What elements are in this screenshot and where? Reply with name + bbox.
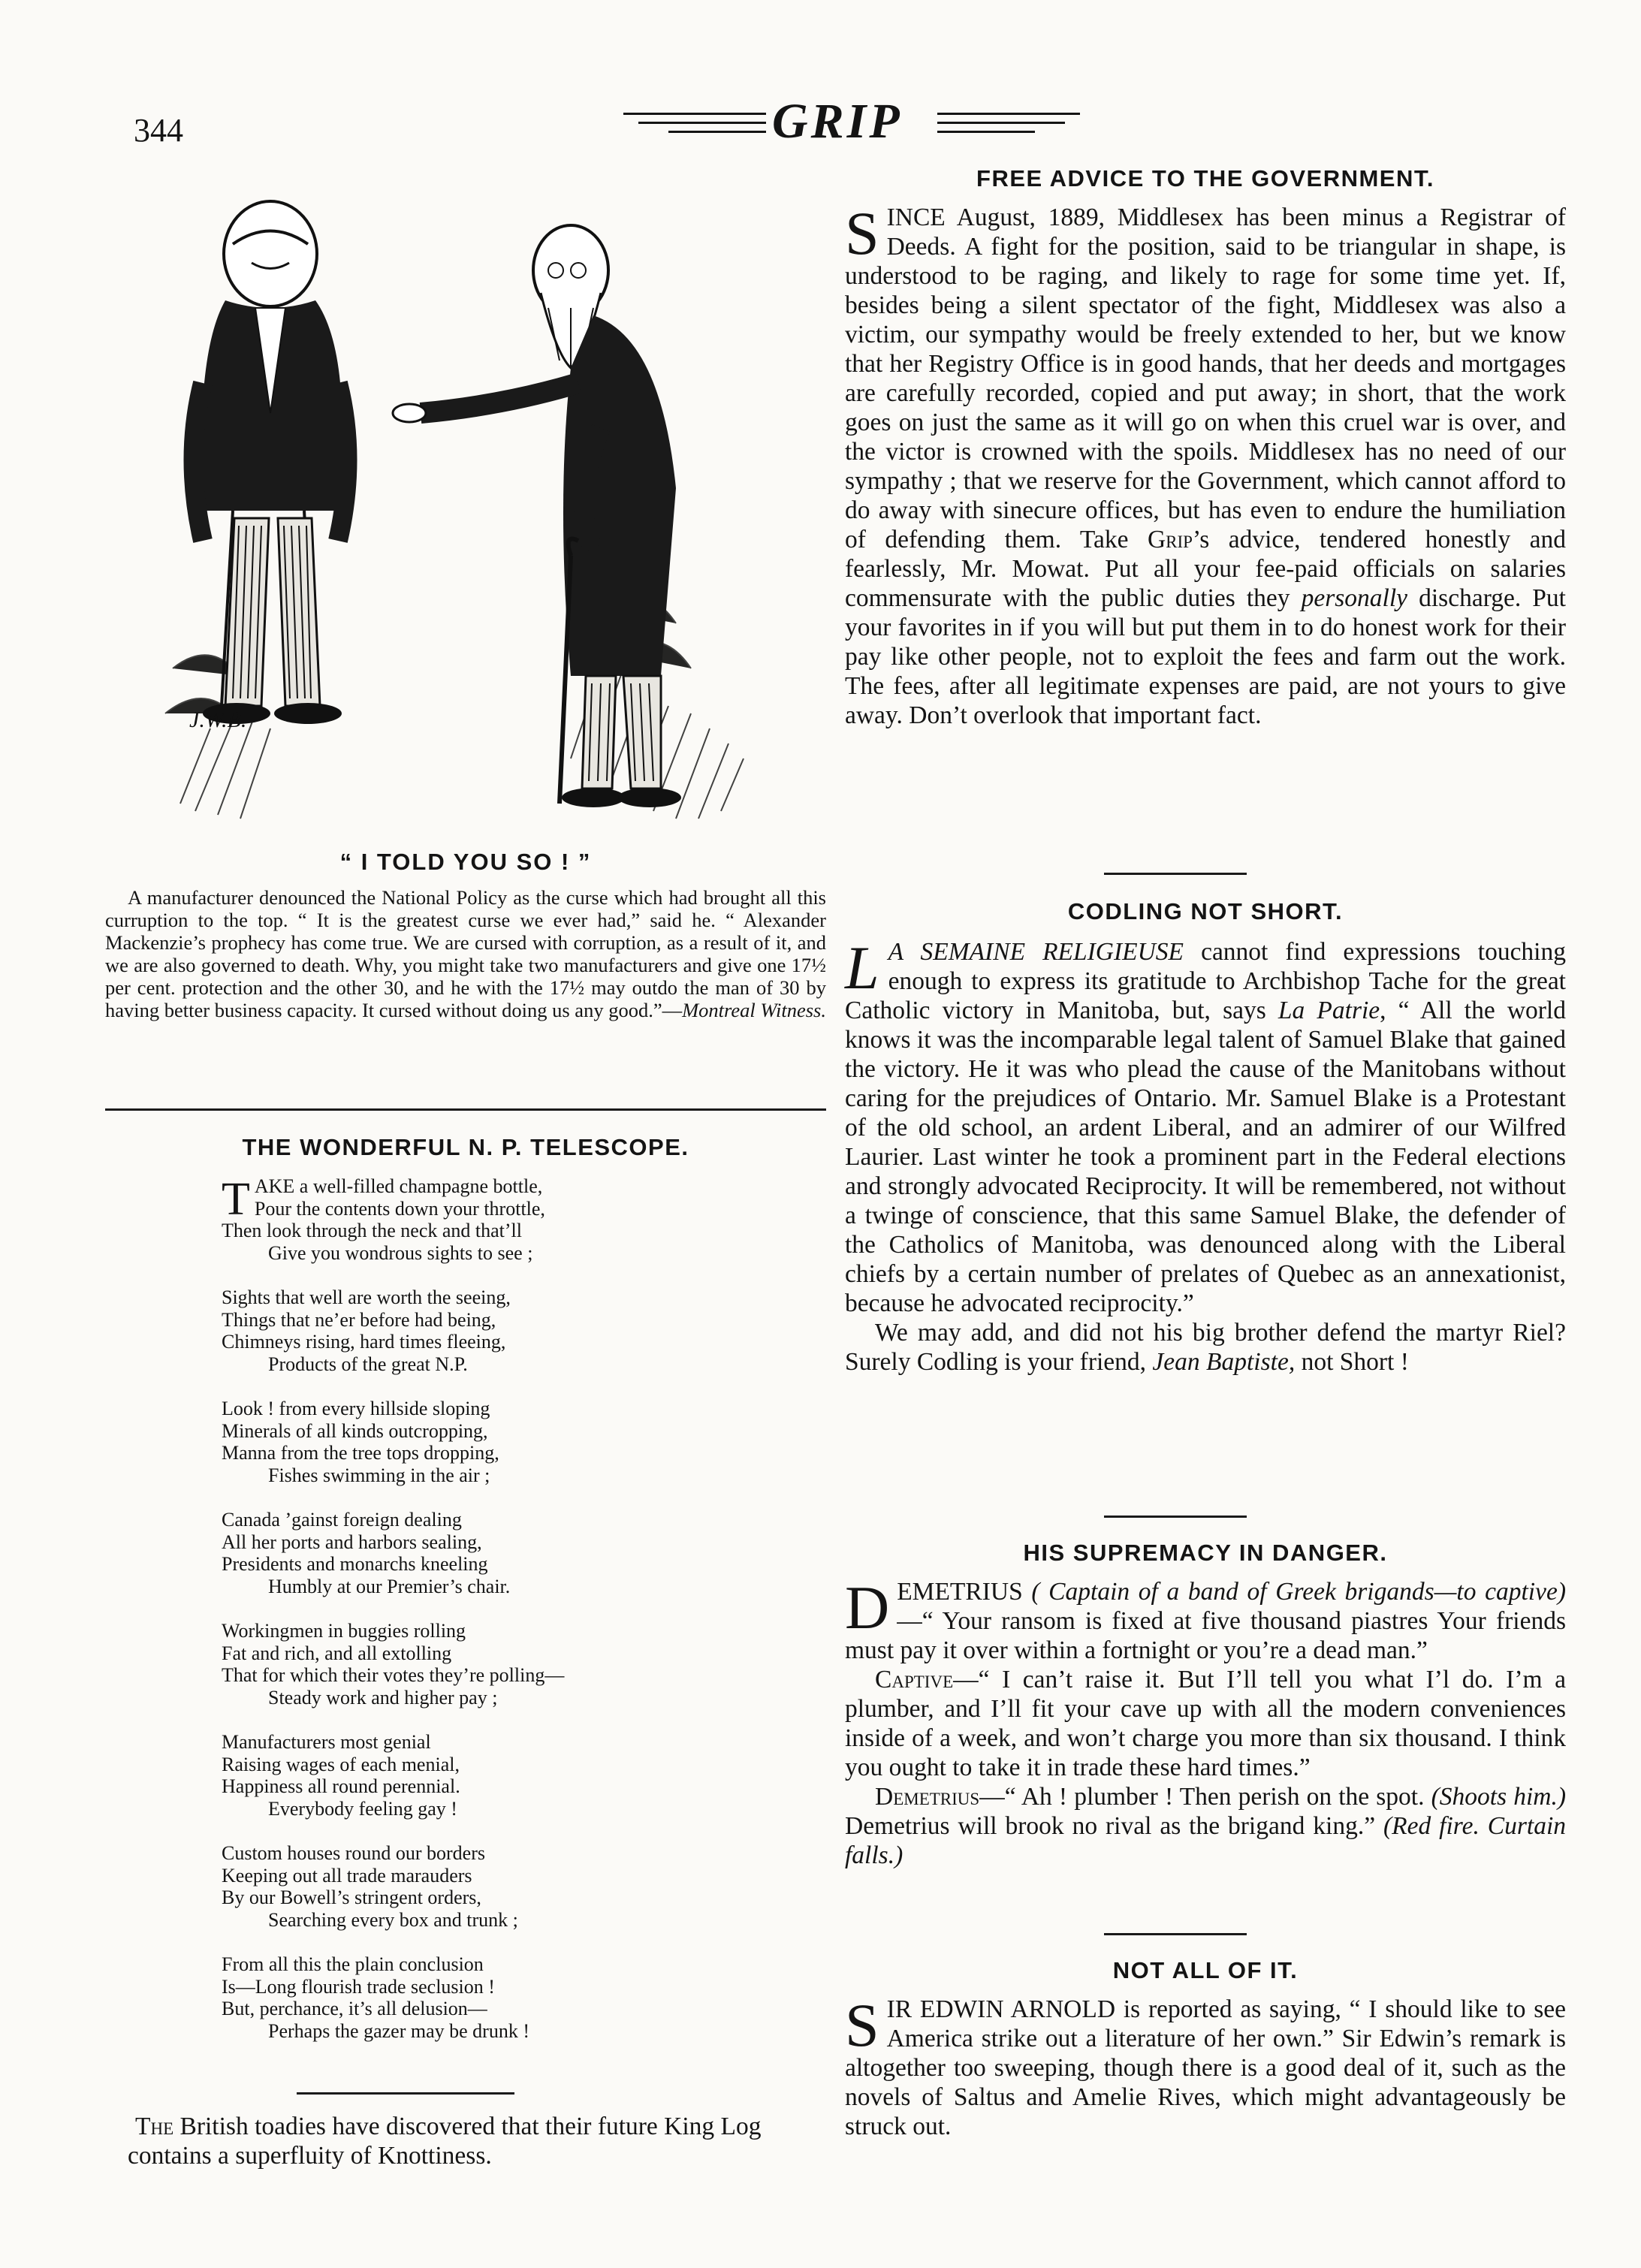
poem-line — [222, 1464, 807, 1487]
poem-line — [222, 1798, 807, 1820]
poem-line-text: Custom houses round our borders — [222, 1842, 485, 1864]
drop-cap: S — [845, 199, 879, 267]
codling-para2-italic: Jean Baptiste, — [1152, 1348, 1296, 1376]
poem-line — [222, 1754, 807, 1776]
masthead-rule-left-3 — [668, 131, 766, 133]
codling-body — [845, 933, 1566, 1377]
not-all-body — [845, 1991, 1566, 2141]
supremacy-text-b: —“ I can’t raise it. But I’ll tell you what I’l do. I’m a plumber, and I’ll fit your cave up with all the modern conveniences inside of a week, and won’t charge you more than six thousand. I think you ought to take it in trade these hard times.” — [845, 1666, 1566, 1781]
poem-line — [222, 1531, 807, 1554]
poem-line-text: Keeping out all trade marauders — [222, 1864, 472, 1886]
poem-line-text: Perhaps the gazer may be drunk ! — [268, 2019, 529, 2042]
poem-line — [222, 1242, 807, 1265]
poem-line-text: Steady work and higher pay ; — [268, 1686, 498, 1709]
page-number: 344 — [134, 112, 183, 149]
poem-line-text: Happiness all round perennial. — [222, 1775, 460, 1797]
codling-text-b: , “ All the world knows it was the incomparable legal talent of Samuel Blake that gained the victory. He it was who plead the cause of the Manitobans without caring for the prejudices of Ontario. Mr. Samuel Blake is a Protestant of the old school, an ardent Liberal, and an admirer of our Wilfred Laurier. Last winter he took a prominent part in the Federal elections and strongly advocated Reciprocity. It will be remembered, not without a twinge of conscience, that this same Samuel Blake, the defender of the Catholics of Manitoba, was denounced along with the Liberal chiefs by a certain number of prelates of Quebec as an annexationist, because he advocated reciprocity.” — [845, 997, 1566, 1317]
poem-line-text: That for which their votes they’re polling— — [222, 1664, 565, 1686]
masthead-rule-left-2 — [638, 122, 766, 124]
poem-line-text: Manufacturers most genial — [222, 1731, 431, 1753]
poem-line — [222, 1220, 807, 1242]
poem-line-text: Minerals of all kinds outcropping, — [222, 1419, 488, 1442]
poem-line — [222, 1420, 807, 1443]
poem-line-text: Humbly at our Premier’s chair. — [268, 1575, 511, 1597]
column-divider-2 — [297, 2092, 514, 2095]
poem-stanza — [222, 1398, 807, 1486]
poem-line-text: Presidents and monarchs kneeling — [222, 1553, 488, 1575]
poem-line-text: Fishes swimming in the air ; — [268, 1464, 490, 1486]
captive-label: Captive — [875, 1666, 954, 1693]
poem-line — [222, 1886, 807, 1909]
poem-line-text: But, perchance, it’s all delusion— — [222, 1998, 487, 2019]
la-patrie: La Patrie — [1278, 997, 1380, 1024]
poem-line — [222, 1865, 807, 1887]
poem-line — [222, 1642, 807, 1665]
poem-stanza — [222, 1509, 807, 1597]
masthead-rule-right-2 — [937, 122, 1065, 124]
codling-para2-a: We may add, and did not his big brother defend the martyr Riel? Surely Codling is your friend, — [845, 1319, 1566, 1376]
poem-line — [222, 1731, 807, 1754]
stage-direction: ( Captain of a band of Greek brigands—to captive) — [1031, 1578, 1566, 1606]
masthead — [623, 90, 1104, 150]
stage-direction: (Shoots him.) — [1431, 1783, 1567, 1811]
poem-line-text: AKE a well-filled champagne bottle, — [254, 1175, 543, 1197]
supremacy-text-d: Demetrius will brook no rival as the brigand king.” — [845, 1812, 1384, 1840]
poem-line-text: Things that ne’er before had being, — [222, 1308, 496, 1331]
poem-line — [222, 1976, 807, 1998]
poem-stanza — [222, 1953, 807, 2042]
free-advice-italic: personally — [1301, 584, 1408, 612]
grip-name: Grip — [1147, 526, 1193, 553]
king-log-lead: The — [135, 2113, 174, 2140]
artist-signature: J.W.B. — [189, 707, 247, 732]
poem-line — [222, 1309, 807, 1332]
poem-line-text: Then look through the neck and that’ll — [222, 1220, 523, 1241]
free-advice-title: FREE ADVICE TO THE GOVERNMENT. — [976, 165, 1434, 192]
column-divider-1 — [105, 1108, 826, 1111]
poem-line-text: Sights that well are worth the seeing, — [222, 1286, 511, 1308]
poem-line — [222, 1664, 807, 1687]
masthead-rule-right-3 — [937, 131, 1035, 133]
codling-title: CODLING NOT SHORT. — [1067, 898, 1344, 924]
poem-stanza — [222, 1731, 807, 1820]
caption-body: A manufacturer denounced the National Policy as the curse which had brought all this curruption to the top. “ It is the greatest curse we ever had,” said he. “ Alexander Mackenzie’s prophecy has come true. We are cursed with corruption, as a result of it, and we are also governed to death. Why, you might take two manufacturers and give one 17½ per cent. protection and the other 30, and he with the 17½ may outdo the man of 30 by having better business capacity. It cursed without doing us any good.”— — [105, 886, 826, 1021]
not-all-title: NOT ALL OF IT. — [1112, 1957, 1299, 1983]
poem-line-text: Searching every box and trunk ; — [268, 1908, 518, 1931]
poem-title: THE WONDERFUL N. P. TELESCOPE. — [242, 1134, 689, 1160]
supremacy-text-c: —“ Ah ! plumber ! Then perish on the spot. — [979, 1783, 1431, 1811]
drop-cap: D — [845, 1573, 890, 1642]
masthead-rule-right-1 — [937, 113, 1080, 115]
cartoon-caption-text — [105, 886, 826, 1021]
poem-line — [222, 1620, 807, 1642]
poem-stanza — [222, 1620, 807, 1709]
poem-line-text: Products of the great N.P. — [268, 1353, 468, 1375]
poem-line-text: All her ports and harbors sealing, — [222, 1531, 482, 1553]
poem-line — [222, 1286, 807, 1309]
poem-line-text: Fat and rich, and all extolling — [222, 1642, 452, 1664]
king-log-text: British toadies have discovered that their future King Log contains a superfluity of Knottiness. — [128, 2113, 762, 2170]
poem-line-text: Workingmen in buggies rolling — [222, 1620, 466, 1642]
not-all-text: IR EDWIN ARNOLD is reported as saying, “ I should like to see America strike out a literature of her own.” Sir Edwin’s remark is altogether too sweeping, though there is a good deal of it, such as the novels of Saltus and Amelie Rives, which might advantageously be struck out. — [845, 1995, 1566, 2140]
supremacy-body — [845, 1573, 1567, 1870]
poem-body — [222, 1175, 807, 2064]
poem-line — [222, 1331, 807, 1353]
supremacy-title: HIS SUPREMACY IN DANGER. — [1023, 1540, 1388, 1566]
poem-line — [222, 1909, 807, 1932]
poem-line — [222, 1687, 807, 1709]
caption-source: Montreal Witness. — [682, 999, 826, 1021]
supremacy-lead: EMETRIUS — [897, 1578, 1032, 1606]
poem-line-text: Raising wages of each menial, — [222, 1753, 460, 1775]
poem-line-text: From all this the plain conclusion — [222, 1953, 484, 1975]
poem-line — [222, 1442, 807, 1464]
stage-direction: (Red fire. Curtain falls.) — [845, 1812, 1567, 1869]
cartoon-caption-title: “ I TOLD YOU SO ! ” — [339, 849, 592, 875]
figure-old-man — [393, 225, 681, 807]
free-advice-body — [845, 199, 1566, 730]
poem-line-text: Pour the contents down your throttle, — [254, 1197, 545, 1220]
codling-para2-b: not Short ! — [1295, 1348, 1409, 1376]
figure-manufacturer — [194, 201, 348, 724]
masthead-title: GRIP — [772, 94, 903, 149]
free-advice-text-b: ’s advice, tendered honestly and fearlessly, Mr. Mowat. Put all your fee-paid officials on salaries commensurate with the public duties they — [845, 526, 1566, 612]
column-divider-5 — [1104, 1933, 1247, 1935]
poem-stanza — [222, 1175, 807, 1264]
poem-line — [222, 1842, 807, 1865]
demetrius-label: Demetrius — [875, 1783, 980, 1811]
poem-stanza — [222, 1842, 807, 1931]
supremacy-text-a: —“ Your ransom is fixed at five thousand piastres Your friends must pay it over within a fortnight or you’re a dead man.” — [845, 1607, 1566, 1664]
poem-line-text: By our Bowell’s stringent orders, — [222, 1886, 481, 1908]
codling-text-a: cannot find expressions touching enough to express its gratitude to Archbishop Tache for the great Catholic victory in Manitoba, but, says — [845, 938, 1566, 1024]
poem-line — [222, 1509, 807, 1531]
poem-line-text: Everybody feeling gay ! — [268, 1797, 457, 1820]
free-advice-text-c: discharge. Put your favorites in if you will but put them in to do honest work for their pay like other people, not to exploit the fees and farm out the work. The fees, after all legitimate expenses are paid, are not yours to give away. Don’t overlook that important fact. — [845, 584, 1566, 729]
poem-line-text: Canada ’gainst foreign dealing — [222, 1509, 462, 1531]
column-divider-3 — [1104, 873, 1247, 875]
free-advice-text-a: INCE August, 1889, Middlesex has been minus a Registrar of Deeds. A fight for the position, said to be triangular in shape, is understood to be raging, and likely to rage for some time yet. If, besides being a silent spectator of the fight, Middlesex was also a victim, our sympathy would be freely extended to her, but we know that her Registry Office is in good hands, that her deeds and mortgages are carefully recorded, copied and put away; in short, that the work goes on just the same as it will go on when this cruel war is over, and the victor is crowned with the spoils. Middlesex has no need of our sympathy ; that we reserve for the Government, which cannot afford to do away with sinecure offices, but has even to endure the humiliation of defending them. Take — [845, 204, 1566, 553]
poem-line-text: Manna from the tree tops dropping, — [222, 1442, 499, 1464]
poem-line-text: Chimneys rising, hard times fleeing, — [222, 1331, 506, 1353]
poem-line-text: Look ! from every hillside sloping — [222, 1398, 490, 1419]
drop-cap: L — [845, 933, 879, 1002]
codling-lead: A SEMAINE RELIGIEUSE — [888, 938, 1184, 966]
column-divider-4 — [1104, 1516, 1247, 1518]
drop-cap: T — [222, 1174, 250, 1225]
poem-line — [222, 2020, 807, 2043]
poem-line — [222, 1353, 807, 1376]
masthead-rule-left-1 — [623, 113, 766, 115]
poem-line — [222, 1553, 807, 1576]
poem-line — [222, 1198, 807, 1220]
poem-line — [222, 1953, 807, 1976]
poem-stanza — [222, 1286, 807, 1375]
poem-line-text: Give you wondrous sights to see ; — [268, 1241, 533, 1264]
drop-cap: S — [845, 1991, 879, 2059]
poem-line — [222, 1998, 807, 2020]
cartoon-illustration — [150, 188, 826, 849]
poem-line — [222, 1576, 807, 1598]
poem-line — [222, 1775, 807, 1798]
poem-line — [222, 1398, 807, 1420]
poem-line-text: Is—Long flourish trade seclusion ! — [222, 1975, 495, 1998]
king-log-note — [128, 2112, 819, 2170]
